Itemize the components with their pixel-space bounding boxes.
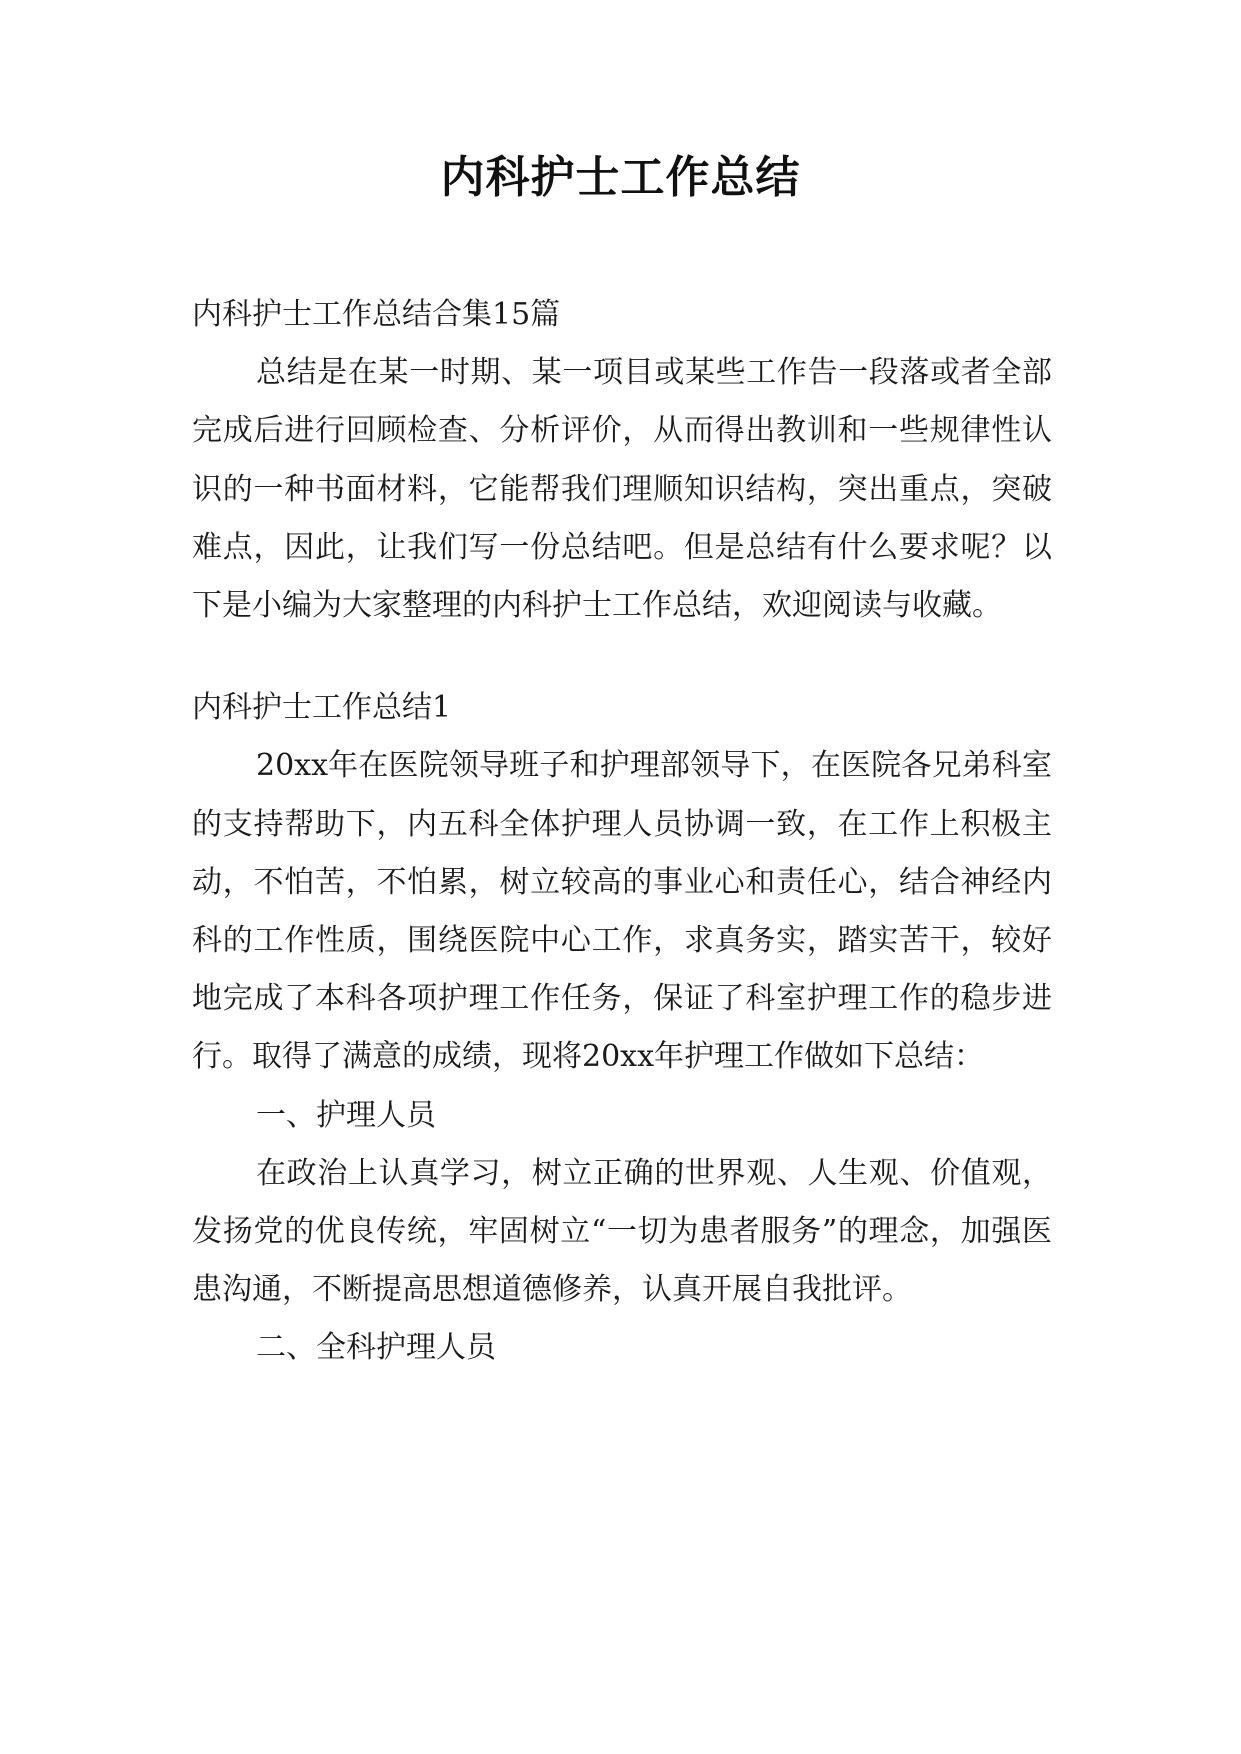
subheading-personnel: 一、护理人员: [256, 1097, 436, 1133]
personnel-paragraph: 在政治上认真学习，树立正确的世界观、人生观、价值观，发扬党的优良传统，牢固树立“一切为患者服务”的理念，加强医患沟通，不断提高思想道德修养，认真开展自我批评。: [192, 1155, 1052, 1308]
section-1-paragraph: 20xx年在医院领导班子和护理部领导下，在医院各兄弟科室的支持帮助下，内五科全体护理人员协调一致，在工作上积极主动，不怕苦，不怕累，树立较高的事业心和责任心，结合神经内科的工作性质，围绕医院中心工作，求真务实，踏实苦干，较好地完成了本科各项护理工作任务，保证了科室护理工作的稳步进行。取得了满意的成绩，现将20xx年护理工作做如下总结：: [192, 748, 1052, 1075]
collection-heading: 内科护士工作总结合集15篇: [192, 297, 561, 332]
intro-paragraph: 总结是在某一时期、某一项目或某些工作告一段落或者全部完成后进行回顾检查、分析评价，从而得出教训和一些规律性认识的一种书面材料，它能帮我们理顺知识结构，突出重点，突破难点，因此，让我们写一份总结吧。但是总结有什么要求呢？以下是小编为大家整理的内科护士工作总结，欢迎阅读与收藏。: [192, 355, 1052, 624]
document-title: 内科护士工作总结: [440, 152, 801, 203]
document-body: [192, 286, 1052, 1378]
section-1-heading: 内科护士工作总结1: [192, 690, 452, 726]
subheading-all-staff: 二、全科护理人员: [256, 1330, 496, 1366]
